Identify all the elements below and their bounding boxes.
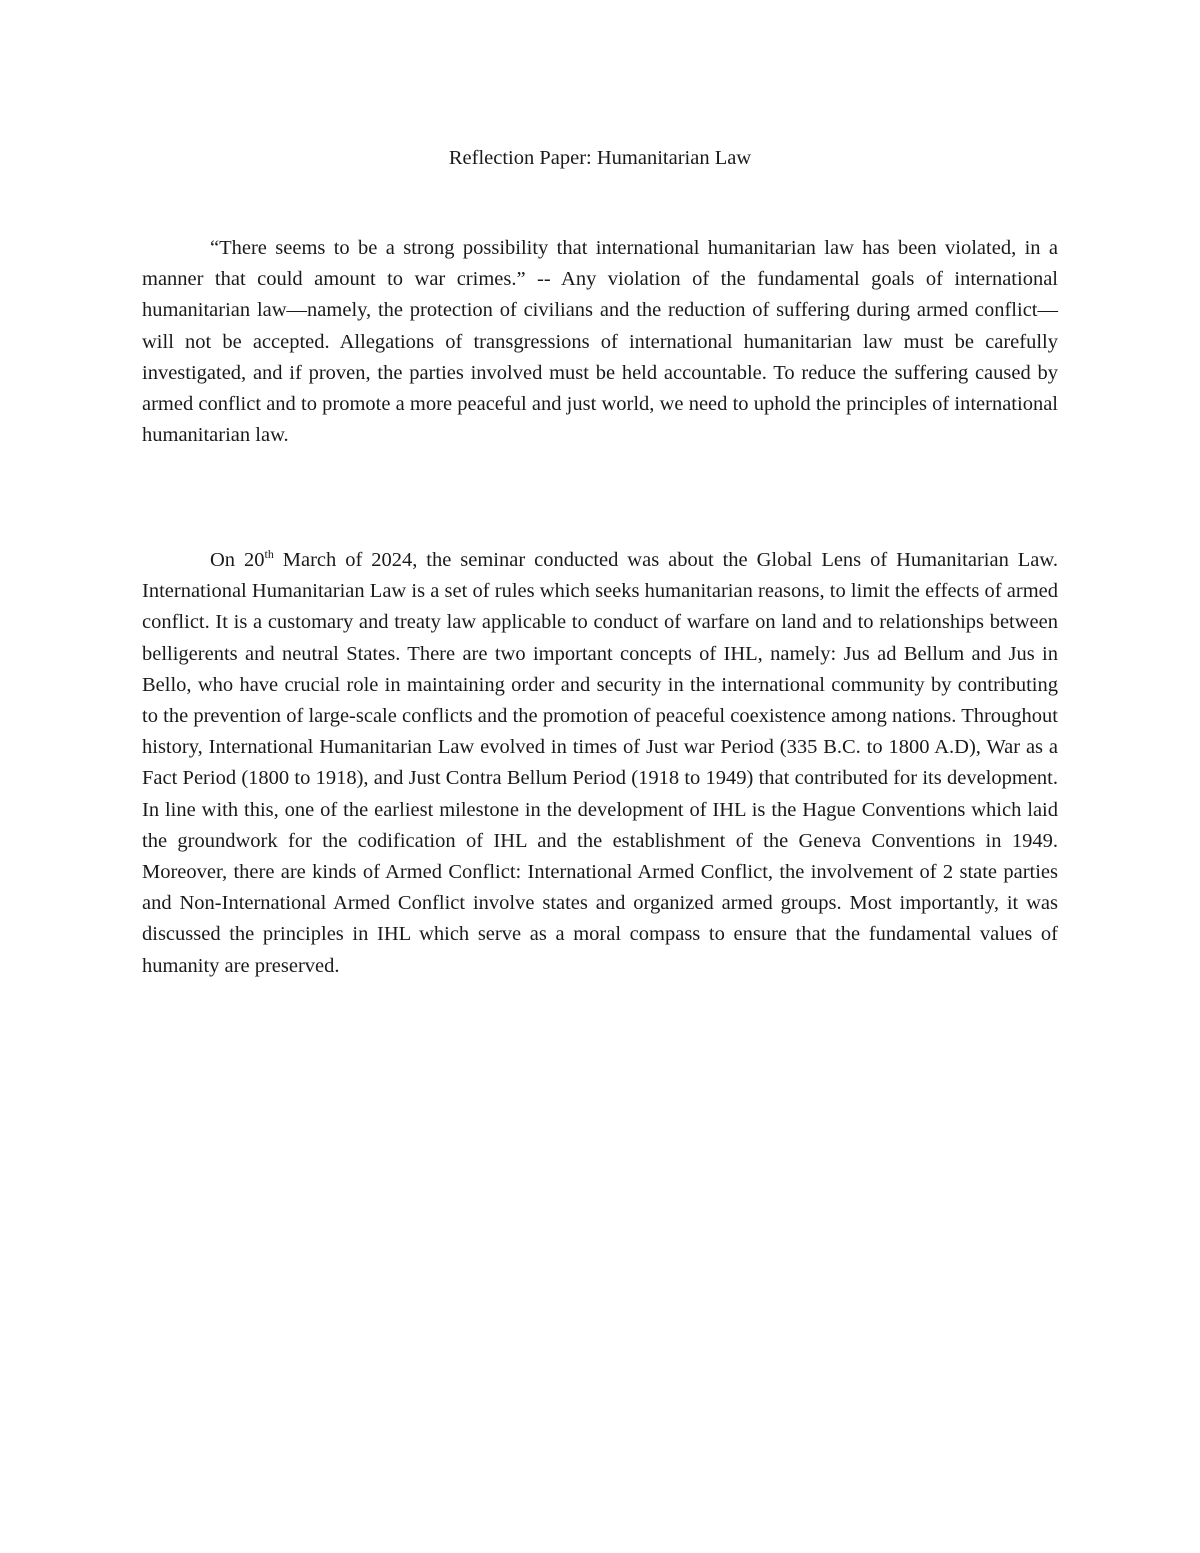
paragraph-seminar-lead: On 20 [210,549,265,571]
paragraph-seminar-body: March of 2024, the seminar conducted was about the Global Lens of Humanitarian Law. International Humanitarian Law is a set of rules which seeks humanitarian reasons, to limit the effects of armed conflict. It is a customary and treaty law applicable to conduct of warfare on land and to relationships between belligerents and neutral States. There are two important concepts of IHL, namely: Jus ad Bellum and Jus in Bello, who have crucial role in maintaining order and security in the international community by contributing to the prevention of large-scale conflicts and the promotion of peaceful coexistence among nations. Throughout history, International Humanitarian Law evolved in times of Just war Period (335 B.C. to 1800 A.D), War as a Fact Period (1800 to 1918), and Just Contra Bellum Period (1918 to 1949) that contributed for its development. In line with this, one of the earliest milestone in the development of IHL is the Hague Conventions which laid the groundwork for the codification of IHL and the establishment of the Geneva Conventions in 1949. Moreover, there are kinds of Armed Conflict: International Armed Conflict, the involvement of 2 state parties and Non-International Armed Conflict involve states and organized armed groups. Most importantly, it was discussed the principles in IHL which serve as a moral compass to ensure that the fundamental values of humanity are preserved. [142,549,1058,977]
document-title: Reflection Paper: Humanitarian Law [448,147,752,169]
ordinal-suffix: th [264,547,274,562]
paragraph-seminar [142,545,1058,982]
paragraph-quote: “There seems to be a strong possibility that international humanitarian law has been violated, in a manner that could amount to war crimes.” -- Any violation of the fundamental goals of international humanitarian law—namely, the protection of civilians and the reduction of suffering during armed conflict—will not be accepted. Allegations of transgressions of international humanitarian law must be carefully investigated, and if proven, the parties involved must be held accountable. To reduce the suffering caused by armed conflict and to promote a more peaceful and just world, we need to uphold the principles of international humanitarian law. [142,237,1058,447]
